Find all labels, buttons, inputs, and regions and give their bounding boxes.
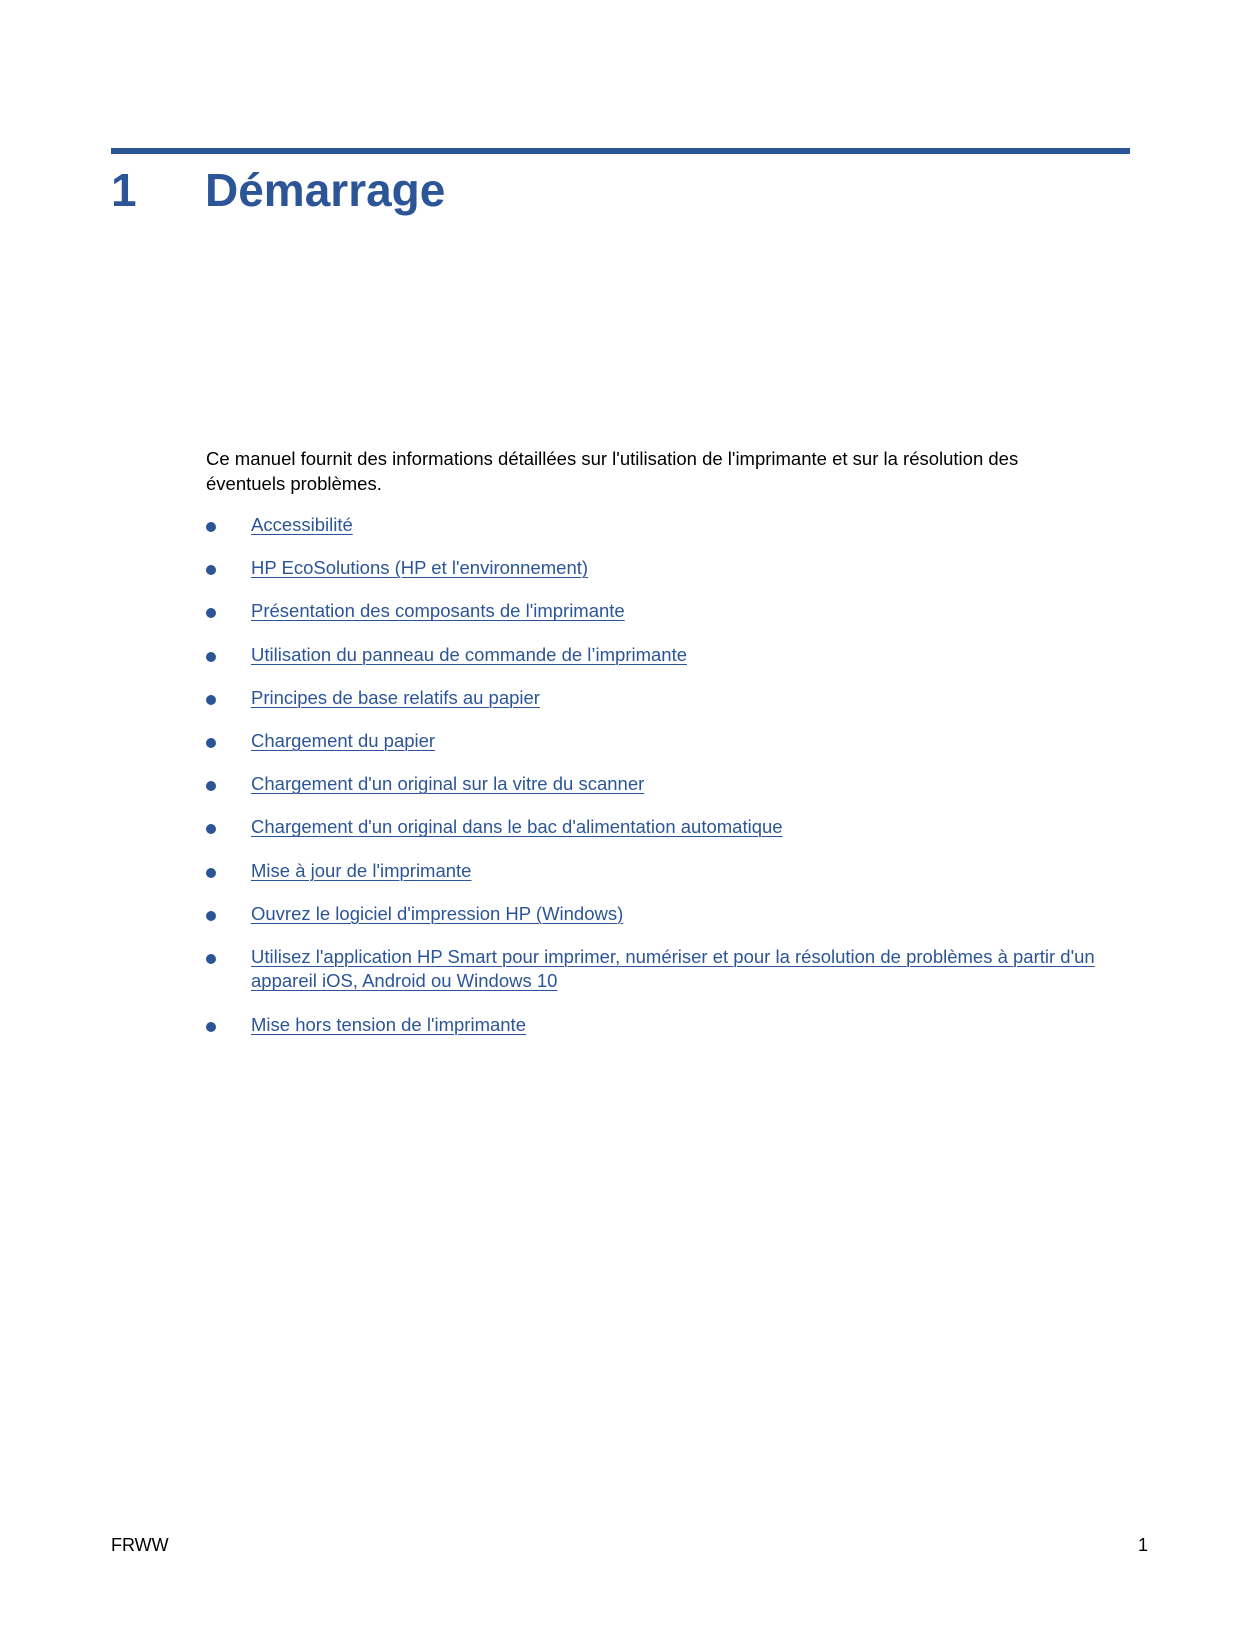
toc-link-power-off[interactable]: Mise hors tension de l'imprimante: [251, 1013, 526, 1035]
bullet-icon: [206, 824, 216, 834]
intro-paragraph: Ce manuel fournit des informations détaillées sur l'utilisation de l'imprimante et sur la résolution des éventuels problèmes.: [206, 448, 1019, 494]
toc-item: [206, 643, 1130, 668]
chapter-title: Démarrage: [205, 164, 446, 216]
bullet-icon: [206, 522, 216, 532]
toc-item: [206, 945, 1130, 994]
bullet-icon: [206, 652, 216, 662]
toc-link-update-printer[interactable]: Mise à jour de l'imprimante: [251, 859, 472, 881]
toc-item: [206, 513, 1130, 538]
toc-link-hp-smart[interactable]: Utilisez l'application HP Smart pour imprimer, numériser et pour la résolution de problèmes à partir d'un appareil iOS, Android ou Windows 10: [251, 945, 1095, 992]
bullet-icon: [206, 565, 216, 575]
toc-item: [206, 599, 1130, 624]
page-number: 1: [1137, 1535, 1148, 1555]
bullet-icon: [206, 738, 216, 748]
toc-link-accessibility[interactable]: Accessibilité: [251, 514, 353, 535]
bullet-icon: [206, 1022, 216, 1032]
toc-item: [206, 1013, 1130, 1038]
bullet-icon: [206, 954, 216, 964]
toc-item: [206, 902, 1130, 927]
toc-link-load-paper[interactable]: Chargement du papier: [251, 729, 436, 751]
toc-link-printer-parts[interactable]: Présentation des composants de l'imprimante: [251, 600, 625, 622]
toc-item: [206, 686, 1130, 711]
bullet-icon: [206, 695, 216, 705]
toc-link-scanner-glass[interactable]: Chargement d'un original sur la vitre du scanner: [251, 773, 645, 795]
footer-locale: FRWW: [111, 1535, 169, 1555]
toc-item: [206, 772, 1130, 797]
toc-link-ecosolutions[interactable]: HP EcoSolutions (HP et l'environnement): [251, 557, 589, 579]
toc-link-document-feeder[interactable]: Chargement d'un original dans le bac d'alimentation automatique: [251, 816, 783, 838]
toc-link-paper-basics[interactable]: Principes de base relatifs au papier: [251, 686, 540, 708]
bullet-icon: [206, 781, 216, 791]
toc-link-open-software[interactable]: Ouvrez le logiciel d'impression HP (Windows): [251, 902, 624, 924]
bullet-icon: [206, 868, 216, 878]
chapter-top-rule: [111, 148, 1130, 154]
toc-item: [206, 859, 1130, 884]
bullet-icon: [206, 911, 216, 921]
chapter-number: 1: [111, 164, 137, 216]
chapter-heading: [111, 162, 445, 222]
toc-item: [206, 729, 1130, 754]
toc-link-control-panel[interactable]: Utilisation du panneau de commande de l’imprimante: [251, 643, 688, 665]
toc-list: [206, 513, 1130, 1056]
toc-item: [206, 556, 1130, 581]
toc-item: [206, 815, 1130, 840]
bullet-icon: [206, 608, 216, 618]
